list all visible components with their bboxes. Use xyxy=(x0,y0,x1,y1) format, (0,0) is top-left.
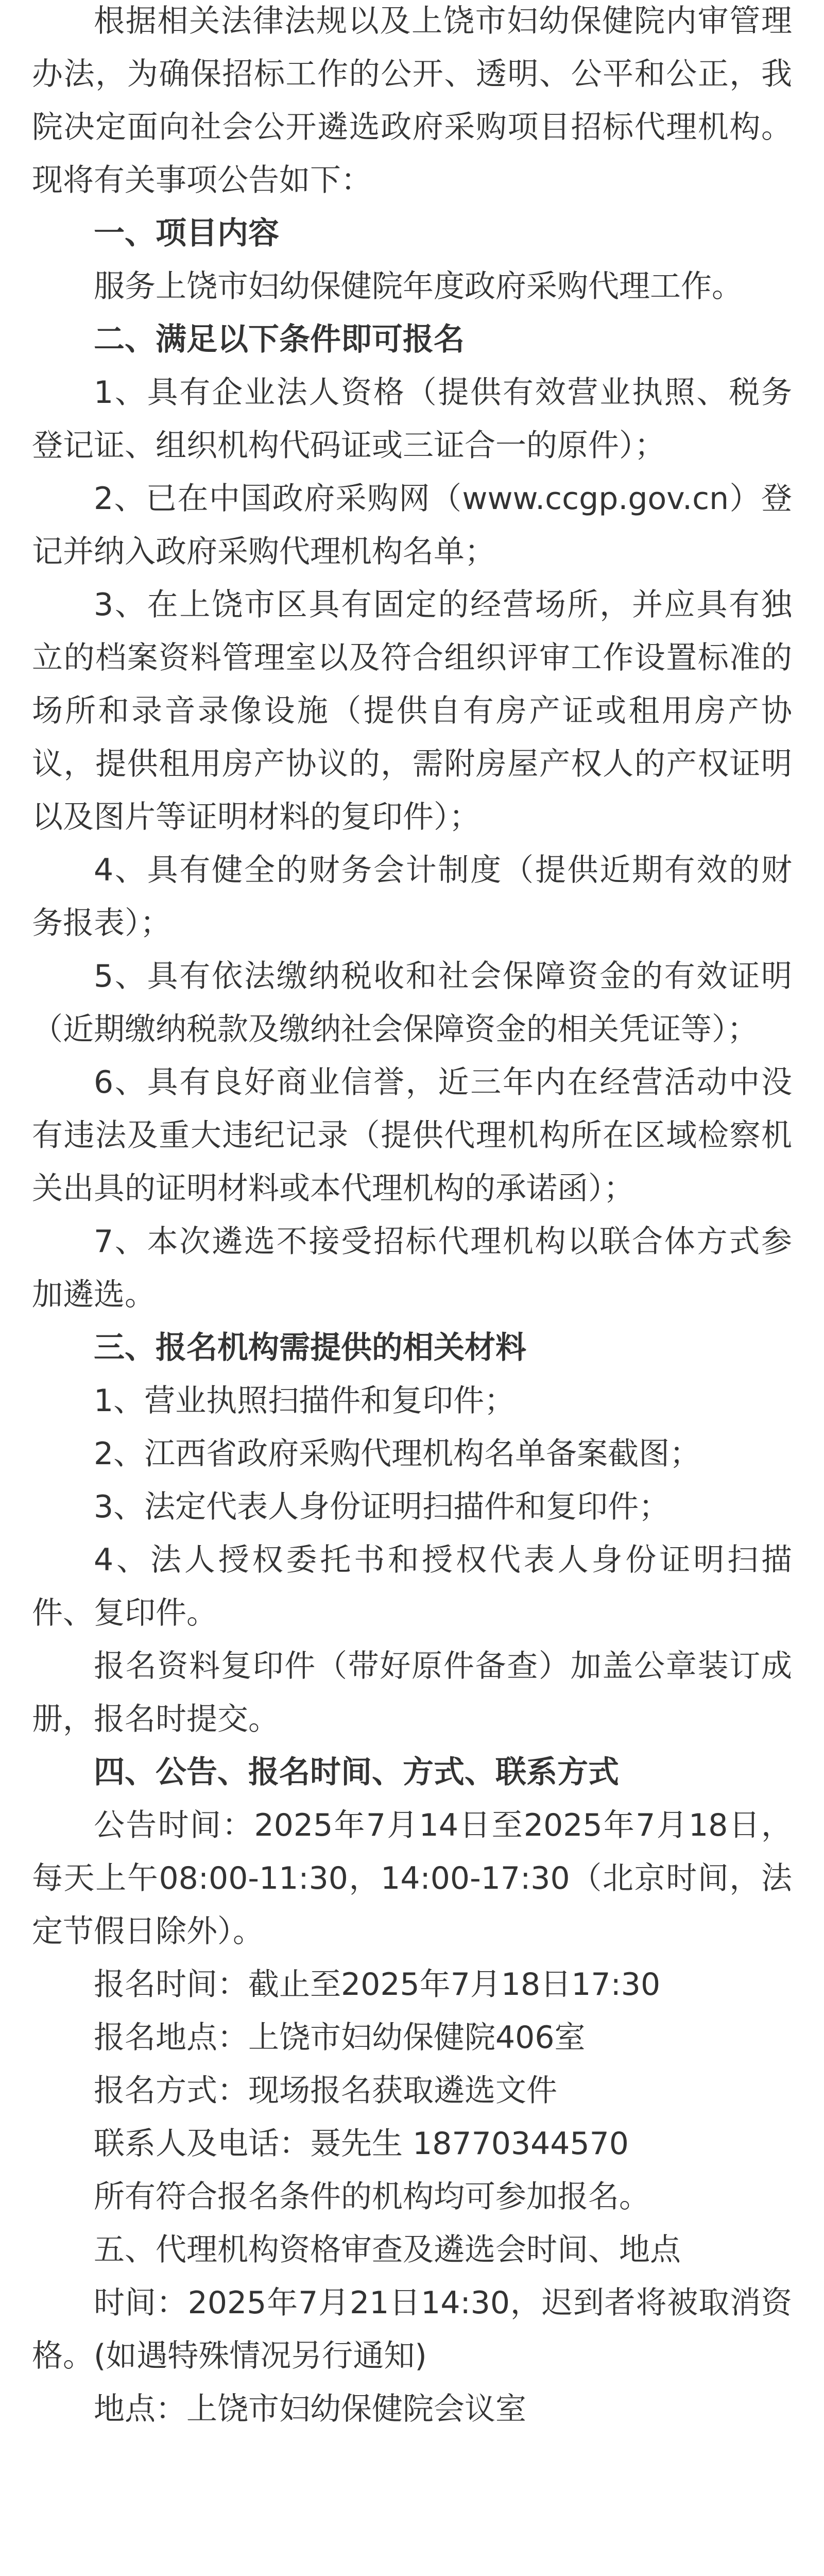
requirement-item: 3、在上饶市区具有固定的经营场所，并应具有独立的档案资料管理室以及符合组织评审工作设置标准的场所和录音录像设施（提供自有房产证或租用房产协议，提供租用房产协议的，需附房屋产权人的产权证明以及图片等证明材料的复印件）； xyxy=(32,587,792,835)
material-item: 4、法人授权委托书和授权代表人身份证明扫描件、复印件。 xyxy=(32,1542,792,1631)
section-4-heading: 四、公告、报名时间、方式、联系方式 xyxy=(94,1754,619,1790)
registration-deadline: 报名时间：截止至2025年7月18日17:30 xyxy=(94,1967,661,2003)
review-time: 时间：2025年7月21日14:30，迟到者将被取消资格。(如遇特殊情况另行通知) xyxy=(32,2285,792,2374)
material-item: 1、营业执照扫描件和复印件； xyxy=(94,1383,516,1419)
requirement-item: 4、具有健全的财务会计制度（提供近期有效的财务报表）； xyxy=(32,852,792,941)
contact-info: 联系人及电话：聂先生 18770344570 xyxy=(94,2126,629,2162)
signature-spacer xyxy=(32,2436,792,2576)
registration-method: 报名方式：现场报名获取遴选文件 xyxy=(94,2073,557,2109)
section-2-heading: 二、满足以下条件即可报名 xyxy=(94,321,465,358)
material-note: 报名资料复印件（带好原件备查）加盖公章装订成册，报名时提交。 xyxy=(32,1648,792,1737)
material-item: 2、江西省政府采购代理机构名单备案截图； xyxy=(94,1436,701,1472)
section-1-content: 服务上饶市妇幼保健院年度政府采购代理工作。 xyxy=(94,268,743,304)
registration-place: 报名地点：上饶市妇幼保健院406室 xyxy=(94,2020,586,2056)
requirement-item: 2、已在中国政府采购网（www.ccgp.gov.cn）登记并纳入政府采购代理机构名单； xyxy=(32,481,792,570)
intro-paragraph: 根据相关法律法规以及上饶市妇幼保健院内审管理办法，为确保招标工作的公开、透明、公平和公正，我院决定面向社会公开遴选政府采购项目招标代理机构。现将有关事项公告如下： xyxy=(32,3,792,198)
section-3-heading: 三、报名机构需提供的相关材料 xyxy=(94,1330,526,1366)
requirement-item: 1、具有企业法人资格（提供有效营业执照、税务登记证、组织机构代码证或三证合一的原件）； xyxy=(32,375,792,464)
announcement-document xyxy=(32,0,792,2576)
requirement-item: 5、具有依法缴纳税收和社会保障资金的有效证明（近期缴纳税款及缴纳社会保障资金的相关凭证等）； xyxy=(32,958,792,1047)
section-1-heading: 一、项目内容 xyxy=(94,215,279,251)
notice-time: 公告时间：2025年7月14日至2025年7月18日，每天上午08:00-11:30，14:00-17:30（北京时间，法定节假日除外）。 xyxy=(32,1807,792,1950)
material-item: 3、法定代表人身份证明扫描件和复印件； xyxy=(94,1489,670,1525)
requirement-item: 7、本次遴选不接受招标代理机构以联合体方式参加遴选。 xyxy=(32,1224,792,1313)
review-place: 地点：上饶市妇幼保健院会议室 xyxy=(94,2391,526,2427)
eligibility-note: 所有符合报名条件的机构均可参加报名。 xyxy=(94,2179,650,2215)
requirement-item: 6、具有良好商业信誉，近三年内在经营活动中没有违法及重大违纪记录（提供代理机构所在区域检察机关出具的证明材料或本代理机构的承诺函）； xyxy=(32,1064,792,1207)
section-5-heading: 五、代理机构资格审查及遴选会时间、地点 xyxy=(94,2232,681,2268)
